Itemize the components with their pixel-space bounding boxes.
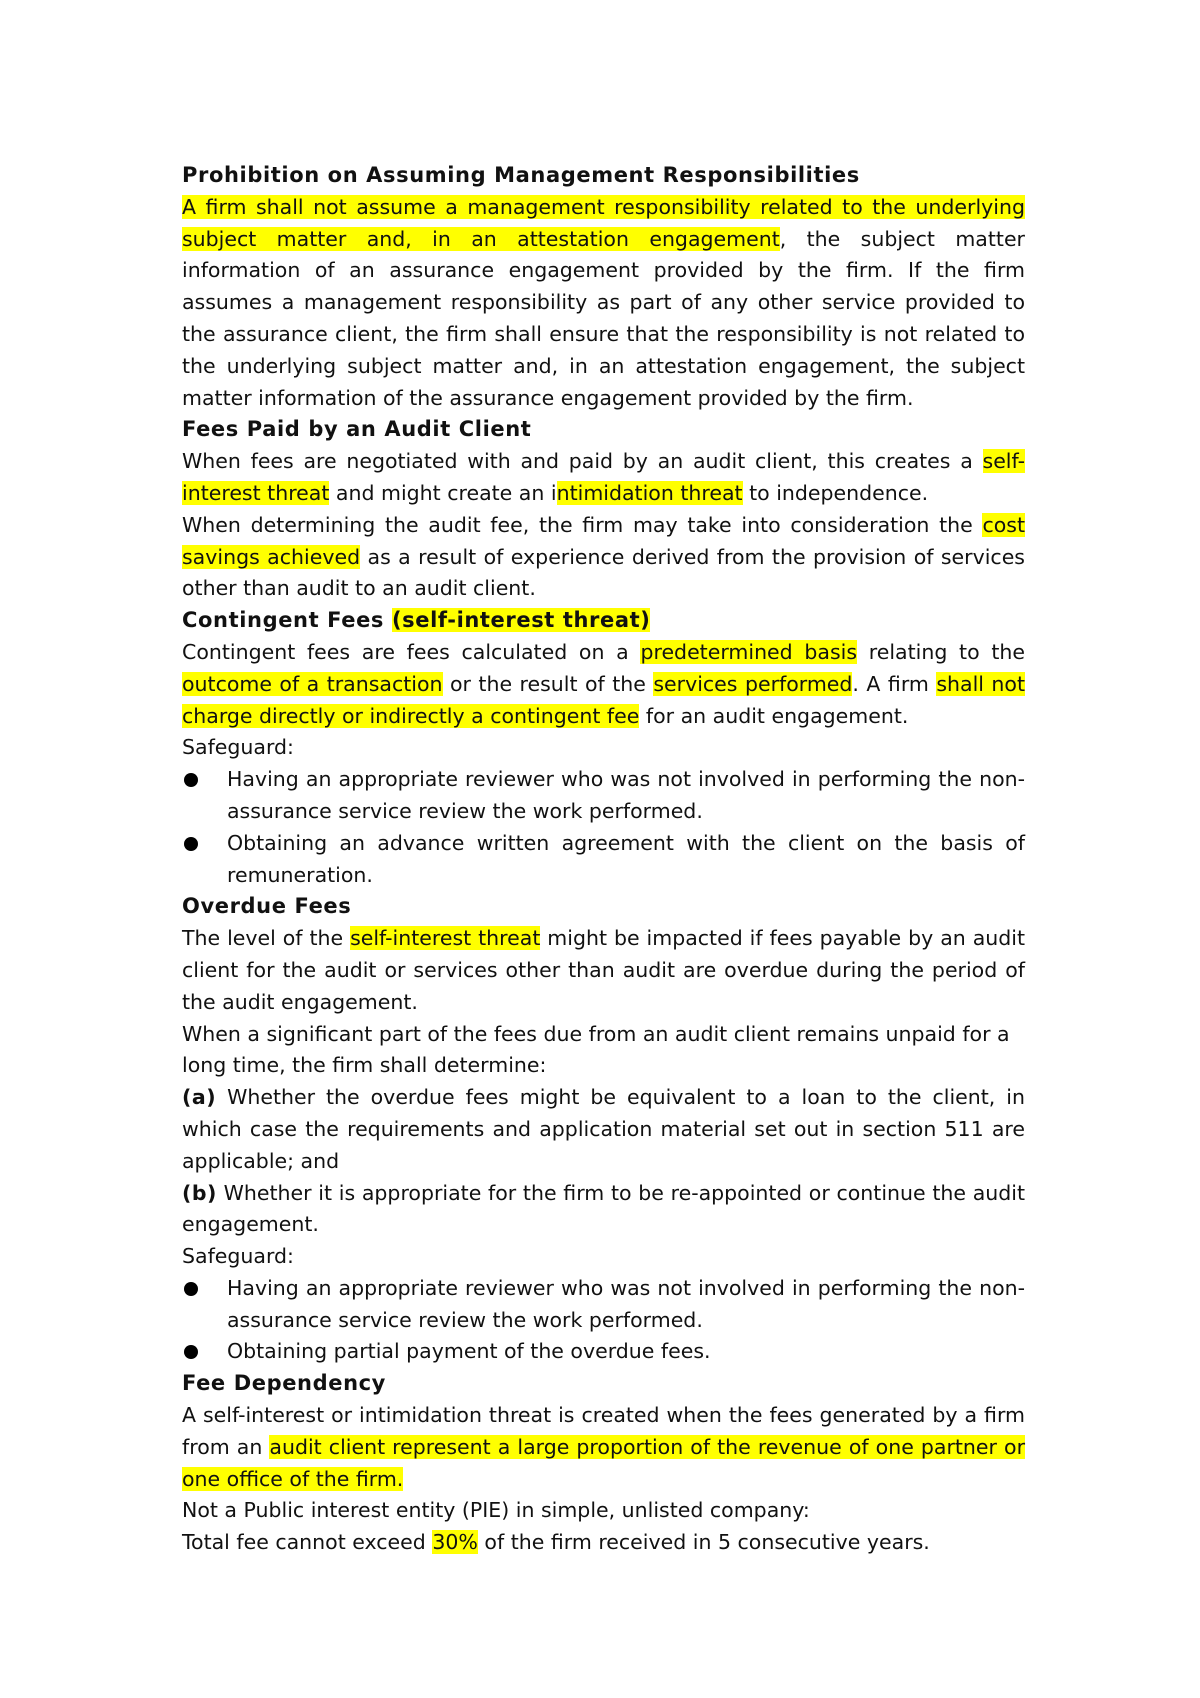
bullet-icon xyxy=(184,773,198,787)
safeguard-list xyxy=(182,764,1025,891)
safeguard-list xyxy=(182,1273,1025,1368)
overdue-fees-item-b: (b) Whether it is appropriate for the firm to be re-appointed or continue the audit engagement. xyxy=(182,1180,1025,1237)
bullet-icon xyxy=(184,1345,198,1359)
highlight-text: (self-interest threat) xyxy=(391,608,651,633)
fee-dependency-paragraph-1: A self-interest or intimidation threat is created when the fees generated by a firm from an audit client represent a large proportion of the revenue of one partner or one office of the firm. xyxy=(182,1403,1026,1491)
overdue-fees-item-a: (a) Whether the overdue fees might be equivalent to a loan to the client, in which case the requirements and application material set out in section 511 are applicable; and xyxy=(182,1085,1025,1173)
overdue-fees-paragraph-2: When a significant part of the fees due from an audit client remains unpaid for a long time, the firm shall determine: xyxy=(182,1021,1010,1078)
heading-fees-paid: Fees Paid by an Audit Client xyxy=(182,417,532,442)
heading-management-responsibilities: Prohibition on Assuming Management Responsibilities xyxy=(182,163,860,187)
fees-paid-paragraph-1: When fees are negotiated with and paid by an audit client, this creates a self-interest threat and might create an intimidation threat to independence. xyxy=(182,449,1025,505)
document-page xyxy=(182,160,1025,1559)
fees-paid-paragraph-2: When determining the audit fee, the firm may take into consideration the cost savings achieved as a result of experience derived from the provision of services other than audit to an audit client. xyxy=(182,512,1025,601)
highlight-text: outcome of a transaction xyxy=(182,671,443,696)
highlight-text: 30% xyxy=(432,1530,478,1555)
overdue-fees-paragraph-1: The level of the self-interest threat might be impacted if fees payable by an audit client for the audit or services other than audit are overdue during the period of the audit engagement. xyxy=(182,926,1025,1014)
list-item: Obtaining partial payment of the overdue fees. xyxy=(182,1336,1025,1368)
highlight-text: self-interest threat xyxy=(350,926,541,951)
list-item: Obtaining an advance written agreement with the client on the basis of remuneration. xyxy=(182,828,1025,892)
bullet-icon xyxy=(184,1282,198,1296)
bullet-icon xyxy=(184,837,198,851)
fee-dependency-paragraph-2: Not a Public interest entity (PIE) in simple, unlisted company: xyxy=(182,1498,810,1523)
highlight-text: services performed xyxy=(653,671,853,696)
highlight-text: cost savings achieved xyxy=(182,512,1025,569)
highlight-text: self-interest threat xyxy=(182,449,1025,505)
safeguard-label: Safeguard: xyxy=(182,1244,294,1269)
heading-overdue-fees: Overdue Fees xyxy=(182,894,352,919)
safeguard-label: Safeguard: xyxy=(182,735,294,760)
highlight-text: ntimidation threat xyxy=(556,480,743,505)
heading-fee-dependency: Fee Dependency xyxy=(182,1371,386,1396)
list-item: Having an appropriate reviewer who was not involved in performing the non-assurance service review the work performed. xyxy=(182,1273,1025,1337)
highlight-text: shall not charge directly or indirectly a contingent fee xyxy=(182,671,1025,728)
contingent-fees-paragraph: Contingent fees are fees calculated on a predetermined basis relating to the outcome of a transaction or the result of the services performed. A firm shall not charge directly or indirectly a contingent fee for an audit engagement. xyxy=(182,639,1025,728)
management-responsibilities-paragraph: A firm shall not assume a management responsibility related to the underlying subject matter and, in an attestation engagement, the subject matter information of an assurance engagement provided by the firm. If the firm assumes a management responsibility as part of any other service provided to the assurance client, the firm shall ensure that the responsibility is not related to the underlying subject matter and, in an attestation engagement, the subject matter information of the assurance engagement provided by the firm. xyxy=(182,194,1025,410)
highlight-text: A firm shall not assume a management responsibility related to the underlying subject matter and, in an attestation engagement xyxy=(182,194,1025,251)
heading-contingent-fees: Contingent Fees (self-interest threat) xyxy=(182,608,651,633)
highlight-text: predetermined basis xyxy=(640,639,858,664)
list-item: Having an appropriate reviewer who was not involved in performing the non-assurance service review the work performed. xyxy=(182,764,1025,828)
fee-dependency-paragraph-3: Total fee cannot exceed 30% of the firm received in 5 consecutive years. xyxy=(182,1530,930,1555)
highlight-text: audit client represent a large proportion of the revenue of one partner or one office of the firm. xyxy=(182,1434,1026,1491)
